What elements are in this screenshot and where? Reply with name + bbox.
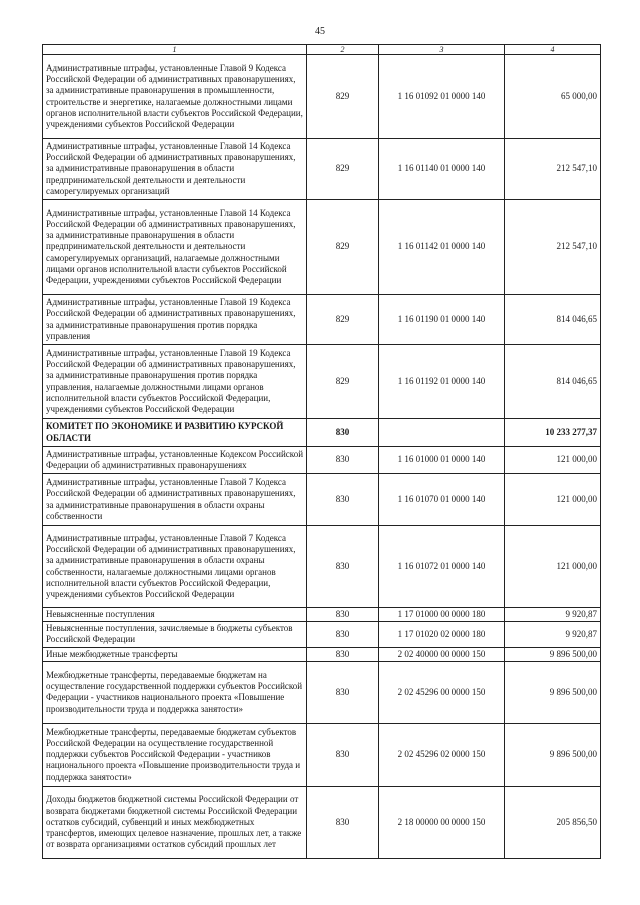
row-name: Административные штрафы, установленные Главой 19 Кодекса Российской Федерации об административных правонарушениях, за административные правонарушения против порядка управления, налагаемые должностными лицами органов исполнительной власти субъектов Российской Федерации, учреждениями субъектов Российской Федерации [43,345,307,419]
row-amount: 212 547,10 [505,200,601,295]
row-admin-code: 830 [307,786,379,858]
row-budget-code: 1 17 01000 00 0000 180 [379,608,505,622]
row-name: Административные штрафы, установленные Главой 14 Кодекса Российской Федерации об административных правонарушениях, за административные правонарушения в области предпринимательской деятельности и деятельности саморегулируемых организаций, налагаемые должностными лицами органов исполнительной власти субъектов Российской Федерации, учреждениями субъектов Российской Федерации [43,200,307,295]
row-admin-code: 829 [307,345,379,419]
row-amount: 212 547,10 [505,139,601,200]
table-row [43,723,601,786]
row-name: КОМИТЕТ ПО ЭКОНОМИКЕ И РАЗВИТИЮ КУРСКОЙ ОБЛАСТИ [43,419,307,447]
page-number: 45 [315,26,325,37]
row-budget-code: 2 02 45296 02 0000 150 [379,723,505,786]
row-amount: 65 000,00 [505,55,601,139]
row-name: Административные штрафы, установленные Главой 14 Кодекса Российской Федерации об административных правонарушениях, за административные правонарушения в области предпринимательской деятельности и деятельности саморегулируемых организаций [43,139,307,200]
header-col-1: 1 [43,45,307,55]
table-row [43,200,601,295]
row-admin-code: 830 [307,474,379,526]
row-budget-code: 1 16 01092 01 0000 140 [379,55,505,139]
row-amount: 9 896 500,00 [505,723,601,786]
row-amount: 121 000,00 [505,474,601,526]
row-name: Межбюджетные трансферты, передаваемые бюджетам на осуществление государственной поддержки субъектов Российской Федерации - участников национального проекта «Повышение производительности труда и поддержка занятости» [43,661,307,723]
table-row [43,608,601,622]
row-name: Невыясненные поступления, зачисляемые в бюджеты субъектов Российской Федерации [43,622,307,647]
row-admin-code: 830 [307,622,379,647]
row-budget-code: 1 16 01190 01 0000 140 [379,295,505,345]
row-name: Доходы бюджетов бюджетной системы Российской Федерации от возврата бюджетами бюджетной системы Российской Федерации остатков субсидий, субвенций и иных межбюджетных трансфертов, имеющих целевое назначение, прошлых лет, а также от возврата организациями остатков субсидий прошлых лет [43,786,307,858]
row-amount: 814 046,65 [505,295,601,345]
row-budget-code: 1 16 01142 01 0000 140 [379,200,505,295]
row-budget-code: 1 16 01000 01 0000 140 [379,447,505,474]
row-admin-code: 829 [307,295,379,345]
row-amount: 121 000,00 [505,526,601,608]
table-row [43,295,601,345]
row-amount: 814 046,65 [505,345,601,419]
row-amount: 10 233 277,37 [505,419,601,447]
revenue-table [42,44,601,859]
row-admin-code: 830 [307,661,379,723]
table-row [43,661,601,723]
table-row [43,474,601,526]
table-row [43,526,601,608]
row-amount: 9 920,87 [505,622,601,647]
table-row [43,447,601,474]
row-budget-code: 1 16 01070 01 0000 140 [379,474,505,526]
header-row [43,45,601,55]
row-amount: 205 856,50 [505,786,601,858]
row-name: Административные штрафы, установленные Главой 7 Кодекса Российской Федерации об административных правонарушениях, за административные правонарушения в области охраны собственности [43,474,307,526]
row-budget-code: 2 18 00000 00 0000 150 [379,786,505,858]
row-admin-code: 830 [307,447,379,474]
header-col-3: 3 [379,45,505,55]
row-budget-code: 1 16 01140 01 0000 140 [379,139,505,200]
table-row [43,419,601,447]
row-name: Невыясненные поступления [43,608,307,622]
row-name: Административные штрафы, установленные Главой 19 Кодекса Российской Федерации об административных правонарушениях, за административные правонарушения против порядка управления [43,295,307,345]
header-col-4: 4 [505,45,601,55]
row-name: Административные штрафы, установленные Кодексом Российской Федерации об административных правонарушениях [43,447,307,474]
row-budget-code: 2 02 45296 00 0000 150 [379,661,505,723]
row-admin-code: 830 [307,723,379,786]
row-name: Административные штрафы, установленные Главой 9 Кодекса Российской Федерации об административных правонарушениях, за административные правонарушения в промышленности, строительстве и энергетике, налагаемые должностными лицами органов исполнительной власти субъектов Российской Федерации, учреждениями субъектов Российской Федерации [43,55,307,139]
row-admin-code: 830 [307,647,379,661]
row-admin-code: 830 [307,419,379,447]
row-name: Иные межбюджетные трансферты [43,647,307,661]
table-row [43,139,601,200]
table-row [43,786,601,858]
row-name: Межбюджетные трансферты, передаваемые бюджетам субъектов Российской Федерации на осуществление государственной поддержки субъектов Российской Федерации - участников национального проекта «Повышение производительности труда и поддержка занятости» [43,723,307,786]
row-amount: 9 896 500,00 [505,647,601,661]
table-row [43,55,601,139]
row-name: Административные штрафы, установленные Главой 7 Кодекса Российской Федерации об административных правонарушениях, за административные правонарушения в области охраны собственности, налагаемые должностными лицами органов исполнительной власти субъектов Российской Федерации, учреждениями субъектов Российской Федерации [43,526,307,608]
row-admin-code: 829 [307,55,379,139]
row-admin-code: 830 [307,526,379,608]
row-amount: 9 920,87 [505,608,601,622]
row-admin-code: 829 [307,200,379,295]
table-row [43,345,601,419]
row-budget-code [379,419,505,447]
row-admin-code: 830 [307,608,379,622]
table-row [43,622,601,647]
row-amount: 121 000,00 [505,447,601,474]
row-budget-code: 1 16 01192 01 0000 140 [379,345,505,419]
row-admin-code: 829 [307,139,379,200]
row-budget-code: 1 17 01020 02 0000 180 [379,622,505,647]
header-col-2: 2 [307,45,379,55]
row-amount: 9 896 500,00 [505,661,601,723]
row-budget-code: 2 02 40000 00 0000 150 [379,647,505,661]
table-row [43,647,601,661]
row-budget-code: 1 16 01072 01 0000 140 [379,526,505,608]
